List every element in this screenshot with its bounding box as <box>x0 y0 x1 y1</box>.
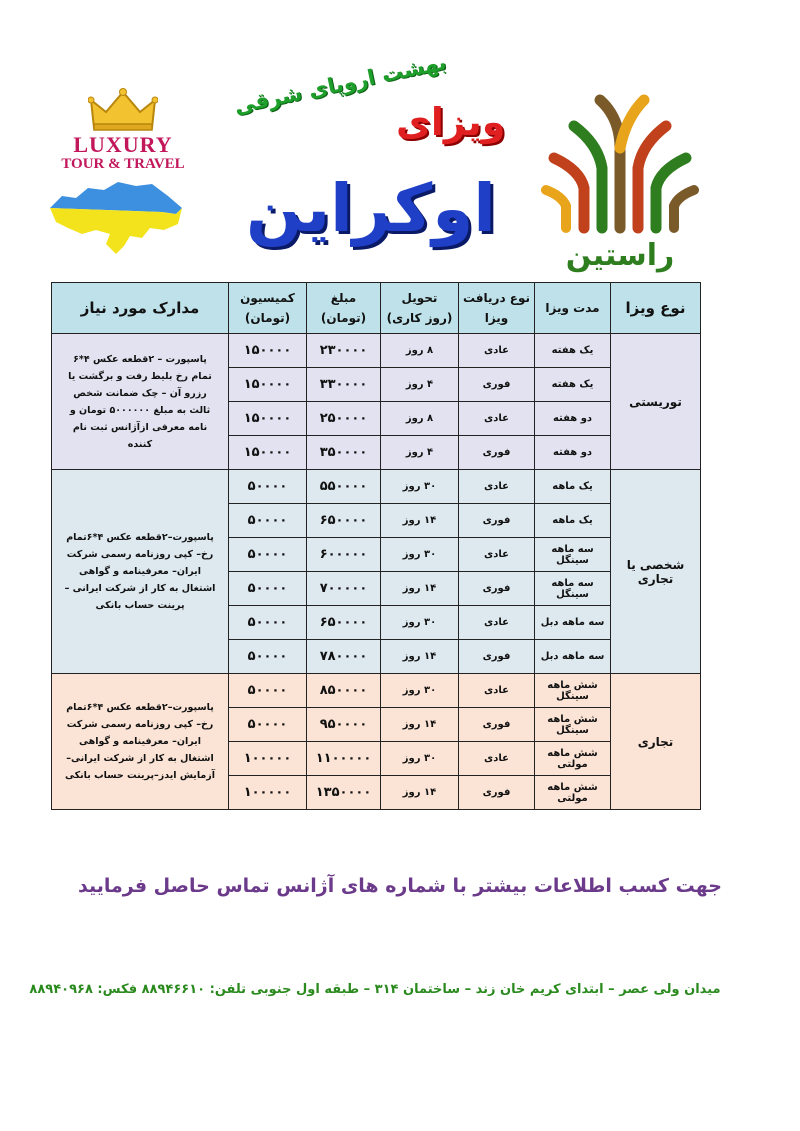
duration-cell: سه ماهه دبل <box>535 606 611 640</box>
duration-cell: سه ماهه سینگل <box>535 572 611 606</box>
commission-cell: ۵۰۰۰۰ <box>229 470 307 504</box>
rastin-seir-logo <box>540 88 700 288</box>
receipt-cell: فوری <box>459 572 535 606</box>
amount-cell: ۸۵۰۰۰۰ <box>307 674 381 708</box>
visa-price-table <box>51 282 701 810</box>
header-commission: کمیسیون (تومان) <box>229 283 307 334</box>
luxury-brand-subtitle: TOUR & TRAVEL <box>61 156 185 172</box>
luxury-tour-logo <box>38 88 208 268</box>
delivery-cell: ۱۴ روز <box>381 504 459 538</box>
commission-cell: ۵۰۰۰۰ <box>229 606 307 640</box>
receipt-cell: فوری <box>459 776 535 810</box>
delivery-cell: ۳۰ روز <box>381 606 459 640</box>
amount-cell: ۱۳۵۰۰۰۰ <box>307 776 381 810</box>
duration-cell: شش ماهه مولتی <box>535 776 611 810</box>
amount-cell: ۳۵۰۰۰۰ <box>307 436 381 470</box>
commission-cell: ۵۰۰۰۰ <box>229 504 307 538</box>
visa-type-cell: توریستی <box>611 334 701 470</box>
commission-cell: ۵۰۰۰۰ <box>229 640 307 674</box>
commission-cell: ۱۰۰۰۰۰ <box>229 776 307 810</box>
duration-cell: دو هفته <box>535 402 611 436</box>
commission-cell: ۱۵۰۰۰۰ <box>229 402 307 436</box>
receipt-cell: فوری <box>459 504 535 538</box>
crown-icon <box>88 88 158 132</box>
delivery-cell: ۳۰ روز <box>381 674 459 708</box>
receipt-cell: فوری <box>459 436 535 470</box>
amount-cell: ۷۰۰۰۰۰ <box>307 572 381 606</box>
delivery-cell: ۳۰ روز <box>381 470 459 504</box>
table-row <box>52 674 701 708</box>
receipt-cell: عادی <box>459 334 535 368</box>
amount-cell: ۶۵۰۰۰۰ <box>307 504 381 538</box>
table-header-row <box>52 283 701 334</box>
receipt-cell: فوری <box>459 708 535 742</box>
duration-cell: سه ماهه دبل <box>535 640 611 674</box>
header-receipt-type: نوع دریافت ویزا <box>459 283 535 334</box>
duration-cell: شش ماهه سینگل <box>535 708 611 742</box>
commission-cell: ۱۵۰۰۰۰ <box>229 368 307 402</box>
header-visa-type: نوع ویزا <box>611 283 701 334</box>
receipt-cell: عادی <box>459 402 535 436</box>
delivery-cell: ۱۴ روز <box>381 708 459 742</box>
amount-cell: ۹۵۰۰۰۰ <box>307 708 381 742</box>
documents-cell: پاسپورت – ۲قطعه عکس ۴*۶ تمام رخ بلیط رفت و برگشت یا رزرو آن – چک ضمانت شخص ثالث به مبلغ ۵۰۰۰۰۰۰ تومان و نامه معرفی ازآژانس ثبت نام کننده <box>52 334 229 470</box>
delivery-cell: ۱۴ روز <box>381 640 459 674</box>
delivery-cell: ۸ روز <box>381 402 459 436</box>
amount-cell: ۶۵۰۰۰۰ <box>307 606 381 640</box>
delivery-cell: ۳۰ روز <box>381 538 459 572</box>
header-duration: مدت ویزا <box>535 283 611 334</box>
commission-cell: ۱۵۰۰۰۰ <box>229 334 307 368</box>
amount-cell: ۵۵۰۰۰۰ <box>307 470 381 504</box>
amount-cell: ۲۳۰۰۰۰ <box>307 334 381 368</box>
amount-cell: ۲۵۰۰۰۰ <box>307 402 381 436</box>
commission-cell: ۵۰۰۰۰ <box>229 572 307 606</box>
duration-cell: یک هفته <box>535 368 611 402</box>
receipt-cell: فوری <box>459 640 535 674</box>
header-amount: مبلغ (تومان) <box>307 283 381 334</box>
documents-cell: پاسپورت–۲قطعه عکس ۴*۶تمام رخ– کپی روزنامه رسمی شرکت ایران– معرفینامه و گواهی اشتغال به کار از شرکت ایرانی –پرینت حساب بانکی <box>52 470 229 674</box>
receipt-cell: عادی <box>459 470 535 504</box>
duration-cell: سه ماهه سینگل <box>535 538 611 572</box>
visa-type-cell: شخصی یا تجاری <box>611 470 701 674</box>
header-documents: مدارک مورد نیاز <box>52 283 229 334</box>
receipt-cell: عادی <box>459 606 535 640</box>
receipt-cell: عادی <box>459 674 535 708</box>
duration-cell: شش ماهه سینگل <box>535 674 611 708</box>
duration-cell: شش ماهه مولتی <box>535 742 611 776</box>
header-delivery: تحویل (روز کاری) <box>381 283 459 334</box>
title-visa: ویزای <box>396 100 506 144</box>
amount-cell: ۶۰۰۰۰۰ <box>307 538 381 572</box>
delivery-cell: ۳۰ روز <box>381 742 459 776</box>
duration-cell: یک ماهه <box>535 470 611 504</box>
contact-note: جهت کسب اطلاعات بیشتر با شماره های آژانس تماس حاصل فرمایید <box>78 875 722 897</box>
delivery-cell: ۱۴ روز <box>381 572 459 606</box>
duration-cell: یک هفته <box>535 334 611 368</box>
table-row <box>52 470 701 504</box>
commission-cell: ۱۵۰۰۰۰ <box>229 436 307 470</box>
receipt-cell: عادی <box>459 742 535 776</box>
receipt-cell: عادی <box>459 538 535 572</box>
agency-address: میدان ولی عصر – ابتدای کریم خان زند – ساختمان ۳۱۴ – طبقه اول جنوبی تلفن: ۸۸۹۴۶۶۱۰ فکس: ۸۸۹۴۰۹۶۸ <box>29 982 721 997</box>
amount-cell: ۱۱۰۰۰۰۰ <box>307 742 381 776</box>
duration-cell: دو هفته <box>535 436 611 470</box>
receipt-cell: فوری <box>459 368 535 402</box>
commission-cell: ۵۰۰۰۰ <box>229 538 307 572</box>
commission-cell: ۵۰۰۰۰ <box>229 708 307 742</box>
documents-cell: پاسپورت–۲قطعه عکس ۴*۶تمام رخ– کپی روزنامه رسمی شرکت ایران– معرفینامه و گواهی اشتغال به کار از شرکت ایرانی– آزمایش ایدز–پرینت حساب بانکی <box>52 674 229 810</box>
tree-logo-icon <box>540 88 700 238</box>
title-ukraine: اوکراین <box>246 170 496 247</box>
amount-cell: ۷۸۰۰۰۰ <box>307 640 381 674</box>
duration-cell: یک ماهه <box>535 504 611 538</box>
amount-cell: ۳۳۰۰۰۰ <box>307 368 381 402</box>
delivery-cell: ۴ روز <box>381 436 459 470</box>
luxury-brand-name: LUXURY <box>73 132 173 157</box>
visa-type-cell: تجاری <box>611 674 701 810</box>
title-subtitle: بهشت اروپای شرقی <box>232 50 449 119</box>
commission-cell: ۱۰۰۰۰۰ <box>229 742 307 776</box>
delivery-cell: ۸ روز <box>381 334 459 368</box>
rastin-brand-name: راستین <box>565 238 675 273</box>
delivery-cell: ۱۴ روز <box>381 776 459 810</box>
delivery-cell: ۴ روز <box>381 368 459 402</box>
table-row <box>52 334 701 368</box>
commission-cell: ۵۰۰۰۰ <box>229 674 307 708</box>
ukraine-map-icon <box>46 174 186 264</box>
